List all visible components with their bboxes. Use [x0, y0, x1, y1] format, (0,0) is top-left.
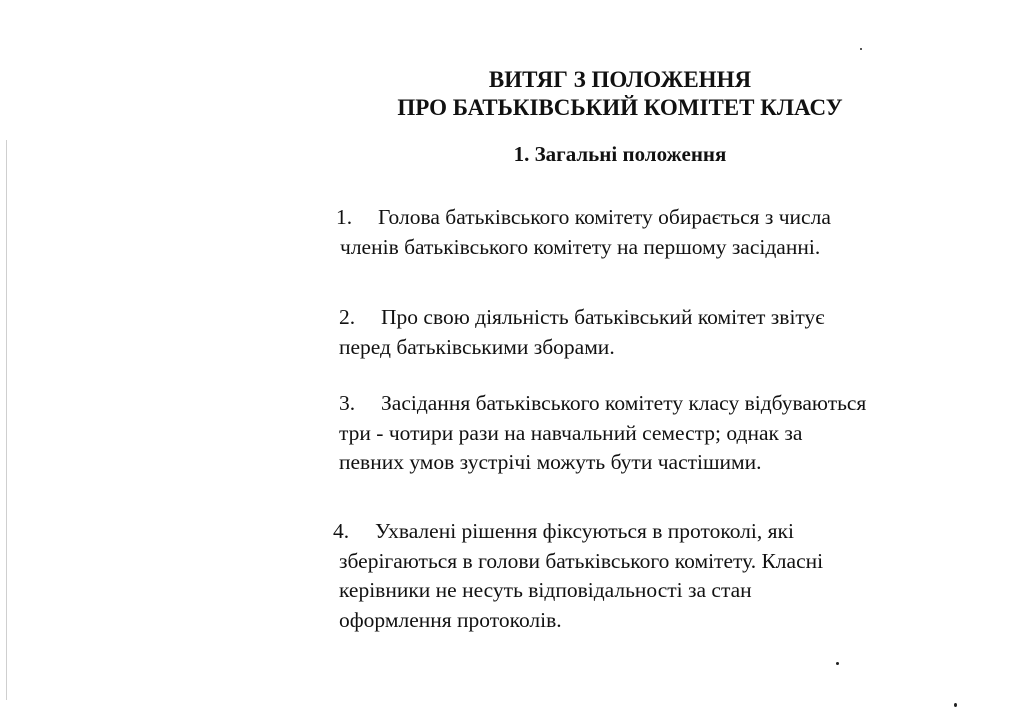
list-item-text: керівники не несуть відповідальності за стан: [339, 578, 752, 602]
scan-speck: [954, 703, 957, 707]
list-item-text: членів батьківського комітету на першому засіданні.: [340, 234, 821, 259]
list-item-line: [333, 517, 823, 547]
list-item-number: 4.: [333, 519, 350, 543]
document-title-line-2: ПРО БАТЬКІВСЬКИЙ КОМІТЕТ КЛАСУ: [397, 95, 843, 120]
list-item-text: оформлення протоколів.: [339, 607, 562, 632]
list-item-line: [339, 389, 866, 419]
list-item-text: Засідання батьківського комітету класу відбуваються: [381, 391, 867, 415]
list-item: [333, 517, 823, 635]
list-item: [336, 203, 831, 262]
list-item-text: Про свою діяльність батьківський комітет звітує: [381, 305, 825, 329]
scan-speck: [860, 48, 862, 50]
section-heading: 1. Загальні положення: [513, 142, 727, 166]
list-item-text: три - чотири рази на навчальний семестр; однак за: [339, 420, 803, 445]
list-item: [339, 389, 866, 478]
list-item-text: певних умов зустрічі можуть бути частішими.: [339, 450, 762, 474]
list-item-line: [339, 303, 825, 333]
list-item-line: [336, 203, 831, 233]
list-item-text: Голова батьківського комітету обирається з числа: [378, 205, 831, 229]
list-item-number: 2.: [339, 305, 356, 329]
document-title-line-1: ВИТЯГ З ПОЛОЖЕННЯ: [488, 67, 752, 92]
scan-edge-line: [6, 140, 7, 700]
list-item: [339, 303, 825, 362]
list-item-number: 1.: [336, 205, 353, 229]
list-item-text: Ухвалені рішення фіксуються в протоколі, які: [375, 519, 794, 543]
list-item-number: 3.: [339, 391, 356, 415]
list-item-text: зберігаються в голови батьківського комітету. Класні: [339, 548, 824, 573]
scan-speck: [836, 662, 839, 665]
list-item-text: перед батьківськими зборами.: [339, 334, 615, 359]
